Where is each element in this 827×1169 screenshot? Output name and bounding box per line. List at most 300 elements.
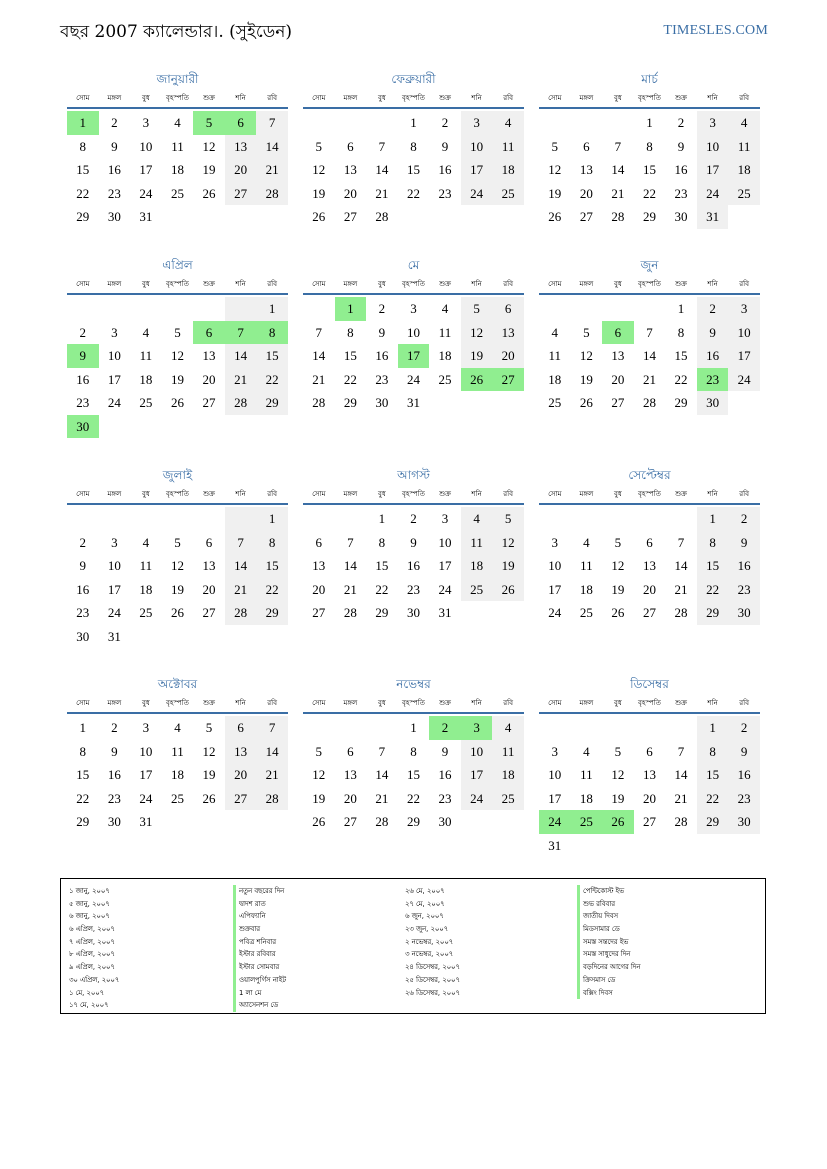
day-cell[interactable]: 19 bbox=[312, 790, 326, 806]
day-cell[interactable]: 1 bbox=[646, 115, 653, 130]
holiday-day-cell[interactable]: 7 bbox=[225, 321, 257, 345]
day-cell[interactable]: 16 bbox=[76, 581, 90, 597]
day-cell[interactable]: 31 bbox=[406, 395, 420, 410]
day-cell[interactable]: 3 bbox=[111, 324, 118, 340]
day-cell[interactable]: 7 bbox=[646, 324, 653, 340]
day-cell[interactable]: 29 bbox=[642, 209, 656, 224]
day-cell[interactable]: 18 bbox=[579, 581, 593, 597]
day-cell[interactable]: 19 bbox=[611, 581, 625, 597]
day-cell[interactable]: 25 bbox=[548, 395, 562, 410]
day-cell[interactable]: 19 bbox=[202, 162, 216, 177]
day-cell[interactable]: 6 bbox=[492, 297, 524, 321]
day-cell[interactable]: 31 bbox=[139, 814, 153, 829]
day-cell[interactable]: 7 bbox=[614, 138, 622, 154]
day-cell[interactable]: 17 bbox=[107, 371, 121, 387]
day-cell[interactable]: 17 bbox=[139, 162, 153, 177]
day-cell[interactable]: 5 bbox=[614, 743, 622, 759]
day-cell[interactable]: 26 bbox=[170, 605, 184, 620]
day-cell[interactable]: 27 bbox=[225, 787, 257, 811]
day-cell[interactable]: 12 bbox=[170, 348, 184, 363]
day-cell[interactable]: 24 bbox=[139, 790, 153, 806]
day-cell[interactable]: 25 bbox=[170, 790, 184, 806]
day-cell[interactable]: 12 bbox=[461, 321, 493, 345]
day-cell[interactable]: 23 bbox=[728, 787, 760, 811]
day-cell[interactable]: 11 bbox=[580, 767, 593, 782]
day-cell[interactable]: 14 bbox=[256, 740, 288, 764]
day-cell[interactable]: 23 bbox=[107, 790, 121, 806]
day-cell[interactable]: 24 bbox=[728, 368, 760, 392]
day-cell[interactable]: 20 bbox=[642, 581, 656, 597]
day-cell[interactable]: 9 bbox=[728, 531, 760, 555]
day-cell[interactable]: 10 bbox=[697, 135, 729, 159]
day-cell[interactable]: 5 bbox=[551, 138, 559, 154]
day-cell[interactable]: 22 bbox=[406, 790, 420, 806]
day-cell[interactable]: 19 bbox=[202, 767, 216, 782]
day-cell[interactable]: 13 bbox=[343, 162, 357, 177]
day-cell[interactable]: 28 bbox=[225, 601, 257, 625]
day-cell[interactable]: 6 bbox=[347, 743, 354, 759]
day-cell[interactable]: 18 bbox=[461, 554, 493, 578]
day-cell[interactable]: 27 bbox=[225, 182, 257, 206]
day-cell[interactable]: 16 bbox=[438, 162, 452, 177]
day-cell[interactable]: 14 bbox=[225, 554, 257, 578]
day-cell[interactable]: 26 bbox=[492, 578, 524, 602]
day-cell[interactable]: 16 bbox=[107, 162, 121, 177]
day-cell[interactable]: 14 bbox=[225, 344, 257, 368]
day-cell[interactable]: 20 bbox=[312, 581, 326, 597]
day-cell[interactable]: 23 bbox=[375, 371, 389, 387]
day-cell[interactable]: 5 bbox=[583, 324, 590, 340]
day-cell[interactable]: 26 bbox=[579, 395, 593, 410]
day-cell[interactable]: 7 bbox=[677, 534, 685, 550]
day-cell[interactable]: 21 bbox=[256, 763, 288, 787]
day-cell[interactable]: 30 bbox=[107, 209, 121, 224]
day-cell[interactable]: 22 bbox=[375, 581, 389, 597]
day-cell[interactable]: 2 bbox=[378, 301, 386, 316]
day-cell[interactable]: 12 bbox=[312, 767, 326, 782]
holiday-day-cell[interactable]: 8 bbox=[256, 321, 288, 345]
day-cell[interactable]: 23 bbox=[107, 185, 121, 201]
day-cell[interactable]: 12 bbox=[548, 162, 562, 177]
day-cell[interactable]: 5 bbox=[614, 534, 622, 550]
day-cell[interactable]: 12 bbox=[611, 558, 625, 573]
day-cell[interactable]: 8 bbox=[79, 743, 87, 759]
day-cell[interactable]: 15 bbox=[642, 162, 656, 177]
day-cell[interactable]: 10 bbox=[107, 348, 121, 363]
day-cell[interactable]: 13 bbox=[492, 321, 524, 345]
day-cell[interactable]: 22 bbox=[256, 368, 288, 392]
day-cell[interactable]: 7 bbox=[378, 743, 386, 759]
day-cell[interactable]: 21 bbox=[611, 185, 625, 201]
day-cell[interactable]: 21 bbox=[256, 158, 288, 182]
day-cell[interactable]: 5 bbox=[174, 534, 181, 550]
day-cell[interactable]: 30 bbox=[674, 209, 688, 224]
day-cell[interactable]: 24 bbox=[406, 371, 420, 387]
day-cell[interactable]: 23 bbox=[76, 395, 90, 410]
day-cell[interactable]: 27 bbox=[579, 209, 593, 224]
day-cell[interactable]: 30 bbox=[728, 810, 760, 834]
day-cell[interactable]: 12 bbox=[202, 743, 216, 759]
day-cell[interactable]: 29 bbox=[256, 391, 288, 415]
day-cell[interactable]: 16 bbox=[375, 348, 389, 363]
day-cell[interactable]: 20 bbox=[343, 790, 357, 806]
day-cell[interactable]: 9 bbox=[441, 743, 449, 759]
day-cell[interactable]: 18 bbox=[170, 767, 184, 782]
day-cell[interactable]: 2 bbox=[79, 534, 87, 550]
day-cell[interactable]: 13 bbox=[225, 740, 257, 764]
day-cell[interactable]: 12 bbox=[492, 531, 524, 555]
day-cell[interactable]: 13 bbox=[642, 558, 656, 573]
day-cell[interactable]: 20 bbox=[225, 763, 257, 787]
day-cell[interactable]: 8 bbox=[410, 138, 417, 154]
day-cell[interactable]: 29 bbox=[343, 395, 357, 410]
day-cell[interactable]: 12 bbox=[202, 138, 216, 154]
day-cell[interactable]: 20 bbox=[611, 371, 625, 387]
day-cell[interactable]: 24 bbox=[107, 395, 121, 410]
day-cell[interactable]: 10 bbox=[107, 558, 121, 573]
day-cell[interactable]: 31 bbox=[438, 605, 452, 620]
day-cell[interactable]: 26 bbox=[202, 790, 216, 806]
holiday-day-cell[interactable]: 26 bbox=[461, 368, 493, 392]
day-cell[interactable]: 15 bbox=[256, 344, 288, 368]
day-cell[interactable]: 11 bbox=[171, 138, 184, 154]
day-cell[interactable]: 10 bbox=[548, 767, 562, 782]
day-cell[interactable]: 17 bbox=[139, 767, 153, 782]
day-cell[interactable]: 14 bbox=[375, 162, 389, 177]
day-cell[interactable]: 30 bbox=[76, 628, 90, 644]
day-cell[interactable]: 13 bbox=[642, 767, 656, 782]
day-cell[interactable]: 1 bbox=[79, 720, 87, 735]
day-cell[interactable]: 3 bbox=[142, 115, 150, 130]
day-cell[interactable]: 17 bbox=[548, 581, 562, 597]
day-cell[interactable]: 10 bbox=[406, 324, 420, 340]
day-cell[interactable]: 8 bbox=[697, 531, 729, 555]
day-cell[interactable]: 16 bbox=[406, 558, 420, 573]
day-cell[interactable]: 9 bbox=[79, 558, 87, 573]
day-cell[interactable]: 29 bbox=[674, 395, 688, 410]
day-cell[interactable]: 27 bbox=[642, 814, 656, 829]
day-cell[interactable]: 15 bbox=[256, 554, 288, 578]
day-cell[interactable]: 21 bbox=[312, 371, 326, 387]
day-cell[interactable]: 19 bbox=[579, 371, 593, 387]
day-cell[interactable]: 4 bbox=[583, 743, 590, 759]
day-cell[interactable]: 4 bbox=[551, 324, 559, 340]
day-cell[interactable]: 19 bbox=[492, 554, 524, 578]
day-cell[interactable]: 23 bbox=[76, 605, 90, 620]
site-name[interactable]: TIMESLES.COM bbox=[663, 23, 768, 38]
day-cell[interactable]: 18 bbox=[728, 158, 760, 182]
day-cell[interactable]: 27 bbox=[611, 395, 625, 410]
day-cell[interactable]: 17 bbox=[697, 158, 729, 182]
day-cell[interactable]: 8 bbox=[677, 324, 685, 340]
day-cell[interactable]: 7 bbox=[225, 531, 257, 555]
day-cell[interactable]: 28 bbox=[674, 605, 688, 620]
day-cell[interactable]: 2 bbox=[728, 716, 760, 740]
day-cell[interactable]: 4 bbox=[461, 507, 493, 531]
day-cell[interactable]: 15 bbox=[697, 763, 729, 787]
day-cell[interactable]: 2 bbox=[410, 511, 417, 526]
day-cell[interactable]: 15 bbox=[406, 767, 420, 782]
day-cell[interactable]: 8 bbox=[410, 743, 417, 759]
day-cell[interactable]: 15 bbox=[697, 554, 729, 578]
day-cell[interactable]: 29 bbox=[76, 814, 90, 829]
day-cell[interactable]: 1 bbox=[256, 297, 288, 321]
day-cell[interactable]: 4 bbox=[441, 301, 449, 316]
day-cell[interactable]: 1 bbox=[697, 716, 729, 740]
day-cell[interactable]: 12 bbox=[579, 348, 593, 363]
day-cell[interactable]: 10 bbox=[139, 138, 153, 154]
day-cell[interactable]: 2 bbox=[111, 115, 118, 130]
day-cell[interactable]: 21 bbox=[642, 371, 656, 387]
day-cell[interactable]: 8 bbox=[347, 324, 354, 340]
day-cell[interactable]: 4 bbox=[492, 716, 524, 740]
day-cell[interactable]: 1 bbox=[697, 507, 729, 531]
day-cell[interactable]: 11 bbox=[139, 348, 153, 363]
day-cell[interactable]: 14 bbox=[256, 135, 288, 159]
holiday-day-cell[interactable]: 27 bbox=[492, 368, 524, 392]
day-cell[interactable]: 13 bbox=[343, 767, 357, 782]
day-cell[interactable]: 4 bbox=[583, 534, 590, 550]
day-cell[interactable]: 28 bbox=[375, 814, 389, 829]
day-cell[interactable]: 24 bbox=[461, 787, 493, 811]
day-cell[interactable]: 18 bbox=[170, 162, 184, 177]
day-cell[interactable]: 24 bbox=[438, 581, 452, 597]
day-cell[interactable]: 19 bbox=[548, 185, 562, 201]
day-cell[interactable]: 5 bbox=[205, 720, 213, 735]
day-cell[interactable]: 4 bbox=[174, 720, 181, 735]
day-cell[interactable]: 28 bbox=[225, 391, 257, 415]
day-cell[interactable]: 28 bbox=[312, 395, 326, 410]
day-cell[interactable]: 27 bbox=[312, 605, 326, 620]
day-cell[interactable]: 11 bbox=[139, 558, 153, 573]
day-cell[interactable]: 24 bbox=[548, 605, 562, 620]
day-cell[interactable]: 6 bbox=[205, 534, 213, 550]
holiday-day-cell[interactable]: 25 bbox=[571, 810, 603, 834]
day-cell[interactable]: 15 bbox=[76, 767, 90, 782]
day-cell[interactable]: 22 bbox=[256, 578, 288, 602]
day-cell[interactable]: 5 bbox=[315, 743, 323, 759]
day-cell[interactable]: 19 bbox=[170, 581, 184, 597]
holiday-day-cell[interactable]: 6 bbox=[225, 111, 257, 135]
day-cell[interactable]: 3 bbox=[551, 743, 559, 759]
day-cell[interactable]: 5 bbox=[315, 138, 323, 154]
day-cell[interactable]: 9 bbox=[677, 138, 685, 154]
day-cell[interactable]: 22 bbox=[642, 185, 656, 201]
day-cell[interactable]: 23 bbox=[674, 185, 688, 201]
day-cell[interactable]: 23 bbox=[438, 790, 452, 806]
day-cell[interactable]: 11 bbox=[492, 135, 524, 159]
day-cell[interactable]: 11 bbox=[492, 740, 524, 764]
holiday-day-cell[interactable]: 3 bbox=[461, 716, 493, 740]
day-cell[interactable]: 26 bbox=[202, 185, 216, 201]
day-cell[interactable]: 27 bbox=[642, 605, 656, 620]
day-cell[interactable]: 25 bbox=[139, 395, 153, 410]
day-cell[interactable]: 6 bbox=[583, 138, 590, 154]
day-cell[interactable]: 30 bbox=[375, 395, 389, 410]
day-cell[interactable]: 16 bbox=[674, 162, 688, 177]
day-cell[interactable]: 3 bbox=[551, 534, 559, 550]
day-cell[interactable]: 22 bbox=[406, 185, 420, 201]
day-cell[interactable]: 22 bbox=[697, 578, 729, 602]
day-cell[interactable]: 1 bbox=[677, 301, 685, 316]
day-cell[interactable]: 20 bbox=[492, 344, 524, 368]
day-cell[interactable]: 8 bbox=[697, 740, 729, 764]
day-cell[interactable]: 26 bbox=[170, 395, 184, 410]
holiday-day-cell[interactable]: 5 bbox=[193, 111, 225, 135]
day-cell[interactable]: 17 bbox=[548, 790, 562, 806]
day-cell[interactable]: 28 bbox=[611, 209, 625, 224]
day-cell[interactable]: 6 bbox=[646, 743, 653, 759]
day-cell[interactable]: 27 bbox=[202, 605, 216, 620]
day-cell[interactable]: 26 bbox=[312, 209, 326, 224]
holiday-day-cell[interactable]: 1 bbox=[335, 297, 367, 321]
day-cell[interactable]: 11 bbox=[728, 135, 760, 159]
day-cell[interactable]: 18 bbox=[548, 371, 562, 387]
day-cell[interactable]: 19 bbox=[461, 344, 493, 368]
day-cell[interactable]: 13 bbox=[312, 558, 326, 573]
day-cell[interactable]: 17 bbox=[107, 581, 121, 597]
day-cell[interactable]: 11 bbox=[461, 531, 493, 555]
day-cell[interactable]: 9 bbox=[697, 321, 729, 345]
day-cell[interactable]: 29 bbox=[256, 601, 288, 625]
day-cell[interactable]: 23 bbox=[406, 581, 420, 597]
day-cell[interactable]: 16 bbox=[438, 767, 452, 782]
day-cell[interactable]: 18 bbox=[492, 763, 524, 787]
day-cell[interactable]: 16 bbox=[728, 554, 760, 578]
day-cell[interactable]: 2 bbox=[441, 115, 449, 130]
holiday-day-cell[interactable]: 6 bbox=[193, 321, 225, 345]
day-cell[interactable]: 10 bbox=[139, 743, 153, 759]
holiday-day-cell[interactable]: 17 bbox=[398, 344, 430, 368]
day-cell[interactable]: 28 bbox=[375, 209, 389, 224]
day-cell[interactable]: 28 bbox=[256, 787, 288, 811]
day-cell[interactable]: 5 bbox=[174, 324, 181, 340]
day-cell[interactable]: 22 bbox=[343, 371, 357, 387]
day-cell[interactable]: 14 bbox=[642, 348, 656, 363]
day-cell[interactable]: 4 bbox=[728, 111, 760, 135]
day-cell[interactable]: 15 bbox=[76, 162, 90, 177]
holiday-day-cell[interactable]: 1 bbox=[67, 111, 99, 135]
day-cell[interactable]: 25 bbox=[492, 787, 524, 811]
day-cell[interactable]: 17 bbox=[438, 558, 452, 573]
day-cell[interactable]: 30 bbox=[107, 814, 121, 829]
day-cell[interactable]: 28 bbox=[256, 182, 288, 206]
day-cell[interactable]: 18 bbox=[139, 581, 153, 597]
day-cell[interactable]: 10 bbox=[461, 740, 493, 764]
day-cell[interactable]: 16 bbox=[107, 767, 121, 782]
day-cell[interactable]: 16 bbox=[76, 371, 90, 387]
day-cell[interactable]: 20 bbox=[579, 185, 593, 201]
holiday-day-cell[interactable]: 23 bbox=[697, 368, 729, 392]
day-cell[interactable]: 17 bbox=[461, 763, 493, 787]
day-cell[interactable]: 24 bbox=[107, 605, 121, 620]
day-cell[interactable]: 20 bbox=[202, 371, 216, 387]
day-cell[interactable]: 31 bbox=[107, 628, 121, 644]
holiday-day-cell[interactable]: 6 bbox=[602, 321, 634, 345]
day-cell[interactable]: 22 bbox=[674, 371, 688, 387]
day-cell[interactable]: 21 bbox=[343, 581, 357, 597]
day-cell[interactable]: 19 bbox=[611, 790, 625, 806]
day-cell[interactable]: 21 bbox=[225, 578, 257, 602]
day-cell[interactable]: 7 bbox=[677, 743, 685, 759]
day-cell[interactable]: 25 bbox=[139, 605, 153, 620]
day-cell[interactable]: 1 bbox=[410, 115, 417, 130]
day-cell[interactable]: 27 bbox=[343, 209, 357, 224]
day-cell[interactable]: 14 bbox=[674, 767, 688, 782]
day-cell[interactable]: 21 bbox=[674, 790, 688, 806]
day-cell[interactable]: 4 bbox=[142, 534, 150, 550]
day-cell[interactable]: 17 bbox=[461, 158, 493, 182]
holiday-day-cell[interactable]: 24 bbox=[539, 810, 571, 834]
day-cell[interactable]: 8 bbox=[378, 534, 386, 550]
day-cell[interactable]: 21 bbox=[225, 368, 257, 392]
day-cell[interactable]: 14 bbox=[611, 162, 625, 177]
day-cell[interactable]: 14 bbox=[312, 348, 326, 363]
day-cell[interactable]: 3 bbox=[111, 534, 118, 550]
day-cell[interactable]: 2 bbox=[697, 297, 729, 321]
day-cell[interactable]: 20 bbox=[642, 790, 656, 806]
day-cell[interactable]: 7 bbox=[347, 534, 354, 550]
day-cell[interactable]: 24 bbox=[461, 182, 493, 206]
day-cell[interactable]: 9 bbox=[378, 324, 386, 340]
day-cell[interactable]: 27 bbox=[343, 814, 357, 829]
day-cell[interactable]: 22 bbox=[76, 185, 90, 201]
day-cell[interactable]: 18 bbox=[139, 371, 153, 387]
day-cell[interactable]: 10 bbox=[728, 321, 760, 345]
holiday-day-cell[interactable]: 9 bbox=[67, 344, 99, 368]
day-cell[interactable]: 3 bbox=[142, 720, 150, 735]
day-cell[interactable]: 31 bbox=[548, 837, 562, 853]
day-cell[interactable]: 24 bbox=[139, 185, 153, 201]
day-cell[interactable]: 3 bbox=[410, 301, 417, 316]
day-cell[interactable]: 13 bbox=[202, 348, 216, 363]
day-cell[interactable]: 4 bbox=[142, 324, 150, 340]
day-cell[interactable]: 14 bbox=[375, 767, 389, 782]
day-cell[interactable]: 5 bbox=[461, 297, 493, 321]
day-cell[interactable]: 3 bbox=[697, 111, 729, 135]
day-cell[interactable]: 12 bbox=[312, 162, 326, 177]
day-cell[interactable]: 7 bbox=[378, 138, 386, 154]
day-cell[interactable]: 3 bbox=[461, 111, 493, 135]
day-cell[interactable]: 31 bbox=[139, 209, 153, 224]
day-cell[interactable]: 19 bbox=[312, 185, 326, 201]
day-cell[interactable]: 26 bbox=[312, 814, 326, 829]
day-cell[interactable]: 8 bbox=[256, 531, 288, 555]
day-cell[interactable]: 20 bbox=[343, 185, 357, 201]
day-cell[interactable]: 7 bbox=[315, 324, 323, 340]
day-cell[interactable]: 15 bbox=[406, 162, 420, 177]
day-cell[interactable]: 30 bbox=[697, 391, 729, 415]
day-cell[interactable]: 8 bbox=[646, 138, 653, 154]
day-cell[interactable]: 15 bbox=[674, 348, 688, 363]
day-cell[interactable]: 6 bbox=[347, 138, 354, 154]
day-cell[interactable]: 17 bbox=[728, 344, 760, 368]
day-cell[interactable]: 25 bbox=[461, 578, 493, 602]
day-cell[interactable]: 25 bbox=[438, 371, 452, 387]
day-cell[interactable]: 8 bbox=[79, 138, 87, 154]
day-cell[interactable]: 13 bbox=[611, 348, 625, 363]
day-cell[interactable]: 22 bbox=[76, 790, 90, 806]
day-cell[interactable]: 30 bbox=[728, 601, 760, 625]
day-cell[interactable]: 28 bbox=[642, 395, 656, 410]
day-cell[interactable]: 14 bbox=[674, 558, 688, 573]
day-cell[interactable]: 30 bbox=[438, 814, 452, 829]
day-cell[interactable]: 13 bbox=[579, 162, 593, 177]
day-cell[interactable]: 26 bbox=[548, 209, 562, 224]
day-cell[interactable]: 29 bbox=[697, 810, 729, 834]
day-cell[interactable]: 13 bbox=[202, 558, 216, 573]
day-cell[interactable]: 16 bbox=[697, 344, 729, 368]
